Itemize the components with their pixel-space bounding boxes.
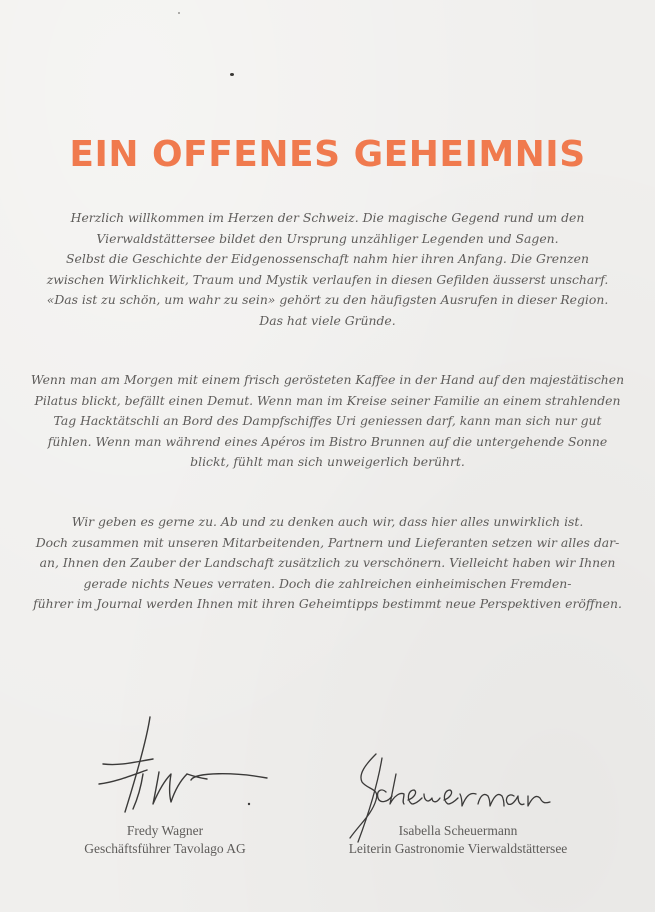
paragraph-line: gerade nichts Neues verraten. Doch die zahlreichen einheimischen Fremden- (83, 575, 572, 591)
paragraph-line: Tag Hacktätschli an Bord des Dampfschiffes Uri geniessen darf, kann man sich nur gut (53, 413, 602, 428)
paragraph-line: «Das ist zu schön, um wahr zu sein» gehört zu den häufigsten Ausrufen in dieser Region. (46, 292, 609, 307)
paragraph-line: Doch zusammen mit unseren Mitarbeitenden, Partnern und Lieferanten setzen wir alles dar- (35, 534, 620, 550)
signatory-right (328, 822, 588, 858)
signatory-name: Fredy Wagner (126, 823, 204, 838)
paper-speck (178, 12, 180, 14)
signatory-role: Geschäftsführer Tavolago AG (84, 841, 246, 856)
paragraph-line: Das hat viele Gründe. (259, 312, 396, 328)
paragraph-line: Pilatus blickt, befällt einen Demut. Wenn man im Kreise seiner Familie an einem strahlenden (34, 392, 621, 408)
second-paragraph (30, 370, 625, 473)
page-title: EIN OFFENES GEHEIMNIS (69, 134, 586, 176)
paragraph-line: Wir geben es gerne zu. Ab und zu denken auch wir, dass hier alles unwirklich ist. (71, 514, 584, 529)
signatory-left (60, 822, 270, 858)
paragraph-line: Selbst die Geschichte der Eidgenossenschaft nahm hier ihren Anfang. Die Grenzen (66, 251, 589, 266)
paragraph-line: führer im Journal werden Ihnen mit ihren Geheimtipps bestimmt neue Perspektiven eröffnen. (33, 596, 622, 611)
paper-speck (230, 73, 234, 76)
signatory-name: Isabella Scheuermann (398, 823, 518, 838)
paragraph-line: Wenn man am Morgen mit einem frisch gerösteten Kaffee in der Hand auf den majestätischen (30, 372, 625, 387)
signature-fredy-wagner (95, 712, 275, 822)
paragraph-line: fühlen. Wenn man während eines Apéros im Bistro Brunnen auf die untergehende Sonne (47, 433, 608, 449)
third-paragraph (30, 512, 625, 615)
intro-paragraph (30, 208, 625, 331)
paragraph-line: zwischen Wirklichkeit, Traum und Mystik verlaufen in diesen Gefilden äusserst unscharf. (46, 271, 609, 287)
paragraph-line: Vierwaldstättersee bildet den Ursprung unzähliger Legenden und Sagen. (96, 230, 559, 246)
paragraph-line: blickt, fühlt man sich unweigerlich berührt. (190, 454, 465, 469)
paragraph-line: an, Ihnen den Zauber der Landschaft zusätzlich zu verschönern. Vielleicht haben wir Ihnen (39, 555, 616, 570)
paragraph-line: Herzlich willkommen im Herzen der Schweiz. Die magische Gegend rund um den (70, 210, 585, 225)
signatory-role: Leiterin Gastronomie Vierwaldstättersee (348, 841, 568, 856)
